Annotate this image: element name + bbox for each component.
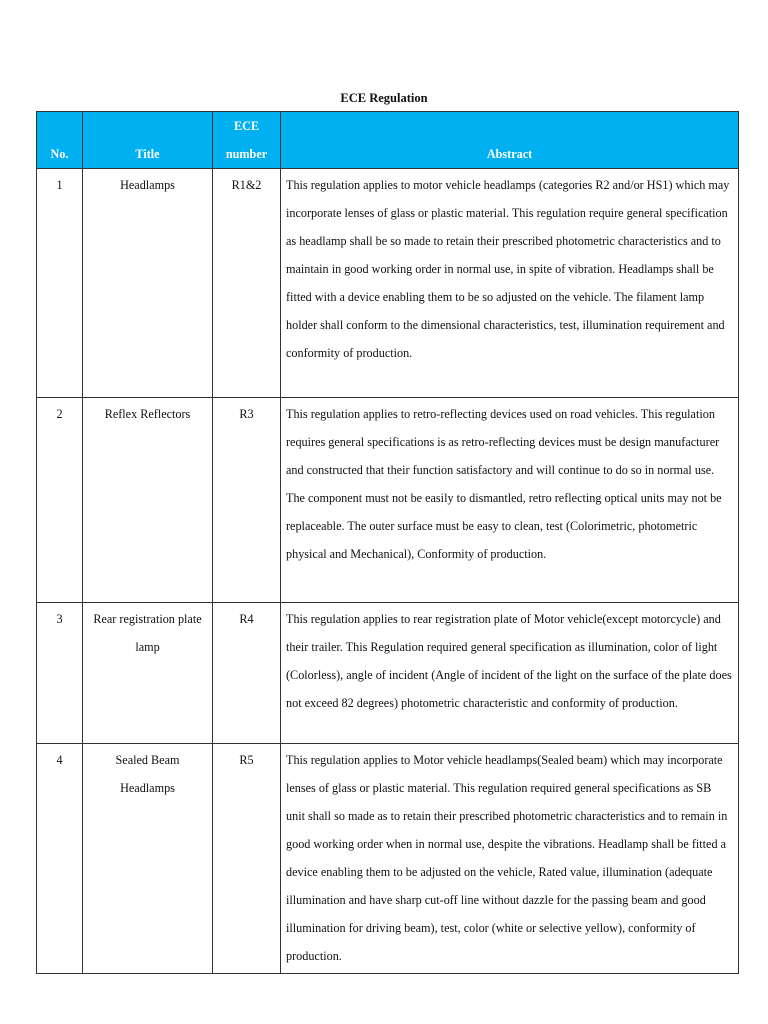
cell-no: 2 bbox=[37, 398, 83, 603]
cell-no: 4 bbox=[37, 744, 83, 974]
ece-regulation-table bbox=[36, 111, 739, 974]
header-ece-line1: ECE bbox=[233, 119, 260, 133]
cell-no: 1 bbox=[37, 169, 83, 398]
cell-ece-number: R3 bbox=[213, 398, 281, 603]
cell-abstract: This regulation applies to retro-reflecting devices used on road vehicles. This regulation requires general specifications is as retro-reflecting devices must be design manufacturer and constructed that their function satisfactory and will continue to do so in normal use. The component must not be easily to dismantled, retro reflecting optical units may not be replaceable. The outer surface must be easy to clean, test (Colorimetric, photometric physical and Mechanical), Conformity of production. bbox=[281, 398, 739, 603]
cell-ece-number: R5 bbox=[213, 744, 281, 974]
table-row bbox=[37, 744, 739, 974]
cell-ece-number: R1&2 bbox=[213, 169, 281, 398]
header-no: No. bbox=[37, 112, 83, 169]
cell-title: Sealed Beam Headlamps bbox=[83, 744, 213, 974]
document-title: ECE Regulation bbox=[340, 91, 428, 105]
cell-abstract: This regulation applies to rear registration plate of Motor vehicle(except motorcycle) and their trailer. This Regulation required general specification as illumination, color of light (Colorless), angle of incident (Angle of incident of the light on the surface of the plate does not exceed 82 degrees) photometric characteristic and conformity of production. bbox=[281, 603, 739, 744]
table-header bbox=[37, 112, 739, 169]
cell-title: Headlamps bbox=[83, 169, 213, 398]
table-row bbox=[37, 603, 739, 744]
header-ece-number bbox=[213, 112, 281, 169]
cell-title: Reflex Reflectors bbox=[83, 398, 213, 603]
cell-no: 3 bbox=[37, 603, 83, 744]
header-row bbox=[37, 112, 739, 169]
table-row bbox=[37, 398, 739, 603]
cell-abstract: This regulation applies to Motor vehicle headlamps(Sealed beam) which may incorporate lenses of glass or plastic material. This regulation required general specifications as SB unit shall so made as to retain their prescribed photometric characteristics and to remain in good working order when in normal use, despite the vibrations. Headlamp shall be fitted a device enabling them to be adjusted on the vehicle, Rated value, illumination (adequate illumination and have sharp cut-off line without dazzle for the passing beam and good illumination for driving beam), test, color (white or selective yellow), conformity of production. bbox=[281, 744, 739, 974]
cell-ece-number: R4 bbox=[213, 603, 281, 744]
header-title: Title bbox=[83, 112, 213, 169]
table-row bbox=[37, 169, 739, 398]
header-ece-line2: number bbox=[225, 147, 268, 161]
table-body bbox=[37, 169, 739, 974]
cell-title: Rear registration plate lamp bbox=[83, 603, 213, 744]
header-abstract: Abstract bbox=[281, 112, 739, 169]
cell-abstract: This regulation applies to motor vehicle headlamps (categories R2 and/or HS1) which may incorporate lenses of glass or plastic material. This regulation require general specification as headlamp shall be so made to retain their prescribed photometric characteristics and to maintain in good working order in normal use, in spite of vibration. Headlamps shall be fitted with a device enabling them to be so adjusted on the vehicle. The filament lamp holder shall conform to the dimensional characteristics, test, illumination requirement and conformity of production. bbox=[281, 169, 739, 398]
